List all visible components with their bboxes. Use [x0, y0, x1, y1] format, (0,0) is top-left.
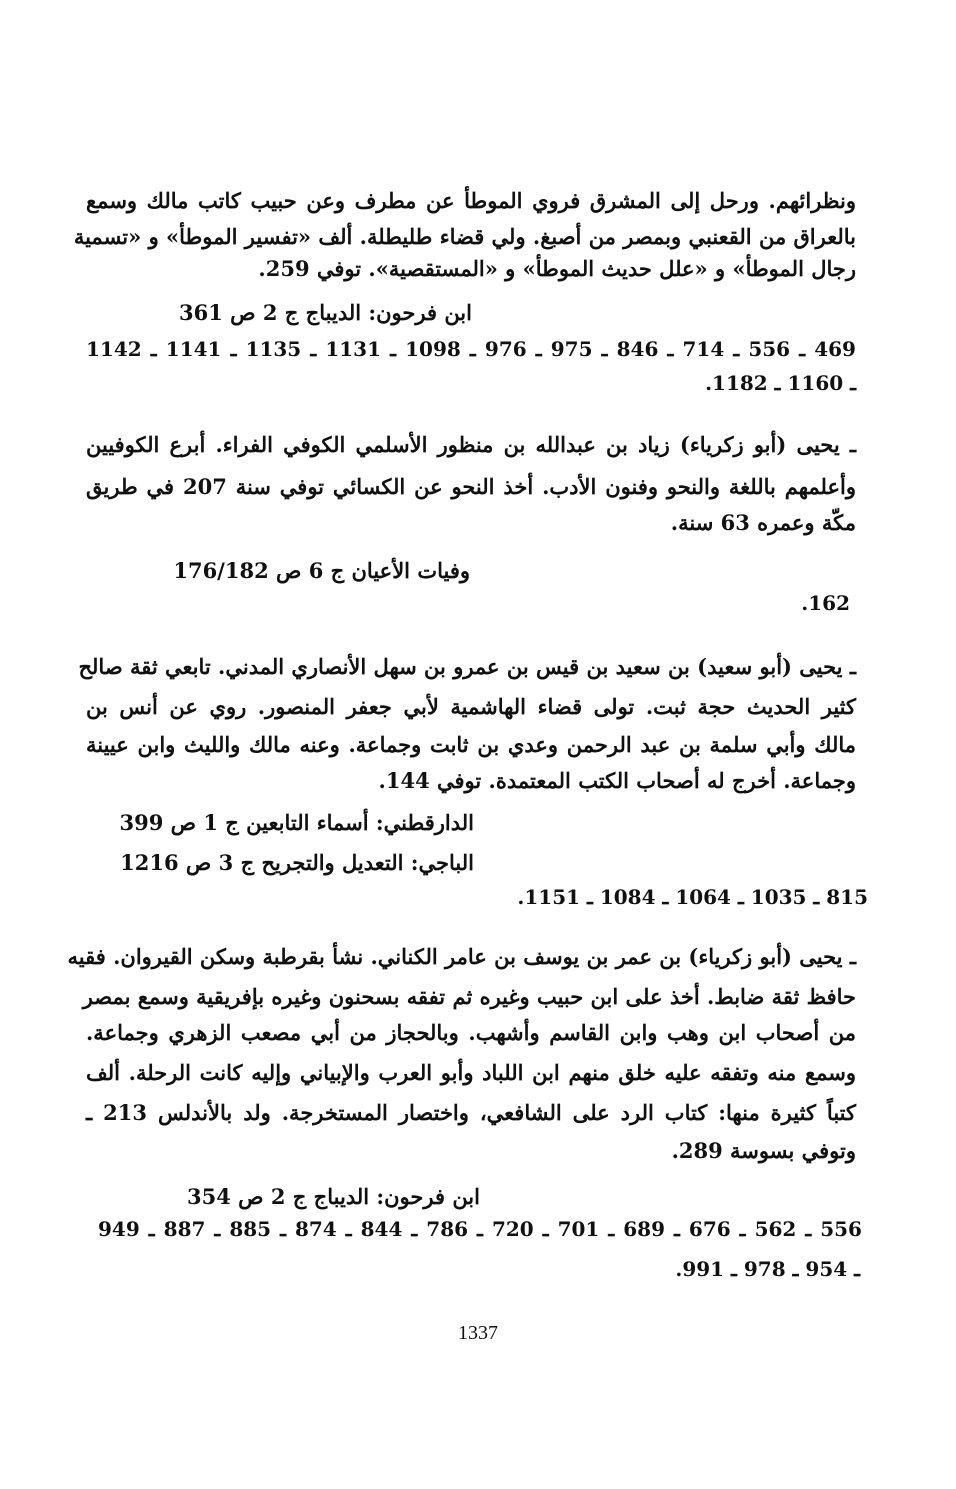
entry-line: حافظ ثقة ضابط. أخذ على ابن حبيب وغيره ثم تفقه بسحنون وغيره بإفريقية وسمع بمصر	[82, 984, 856, 1009]
entry-line: وسمع منه وتفقه عليه خلق منهم ابن اللباد وأبو العرب والإبياني وإليه كانت الرحلة. ألف	[86, 1060, 856, 1085]
entry-line: كثير الحديث حجة ثبت. تولى قضاء الهاشمية لأبي جعفر المنصور. روي عن أنس بن	[86, 694, 856, 719]
source-citation: الباجي: التعديل والتجريح ج 3 ص 1216	[120, 850, 474, 875]
entry-line: رجال الموطأ» و «علل حديث الموطأ» و «المستقصية». توفي 259.	[258, 256, 856, 281]
cross-references: 469 ـ 556 ـ 714 ـ 846 ـ 975 ـ 976 ـ 1098 ـ 1131 ـ 1135 ـ 1141 ـ 1142	[86, 337, 856, 361]
cross-references: 556 ـ 562 ـ 676 ـ 689 ـ 701 ـ 720 ـ 786 ـ 844 ـ 874 ـ 885 ـ 887 ـ 949	[98, 1217, 862, 1241]
entry-line: وجماعة. أخرج له أصحاب الكتب المعتمدة. توفي 144.	[378, 768, 856, 793]
entry-line: بالعراق من القعنبي وبمصر من أصبغ. ولي قضاء طليطلة. ألف «تفسير الموطأ» و «تسمية	[73, 224, 856, 249]
source-citation: ابن فرحون: الديباج ج 2 ص 361	[179, 300, 472, 325]
cross-references: 162.	[801, 591, 850, 615]
entry-line: وأعلمهم باللغة والنحو وفنون الأدب. أخذ النحو عن الكسائي توفي سنة 207 في طريق	[86, 474, 857, 499]
source-citation: وفيات الأعيان ج 6 ص 176/182	[173, 558, 470, 583]
entry-line: من أصحاب ابن وهب وابن القاسم وأشهب. وبالحجاز من أبي مصعب الزهري وجماعة.	[86, 1020, 856, 1045]
cross-references: 815 ـ 1035 ـ 1064 ـ 1084 ـ 1151.	[517, 885, 868, 909]
entry-line: ـ يحيى (أبو زكرياء) بن عمر بن يوسف بن عامر الكناني. نشأ بقرطبة وسكن القيروان. فقيه	[67, 944, 856, 969]
source-citation: الدارقطني: أسماء التابعين ج 1 ص 399	[119, 810, 474, 835]
entry-line: ونظرائهم. ورحل إلى المشرق فروي الموطأ عن مطرف وعن حبيب كاتب مالك وسمع	[86, 188, 856, 213]
entry-line: وتوفي بسوسة 289.	[671, 1138, 856, 1163]
source-citation: ابن فرحون: الديباج ج 2 ص 354	[187, 1184, 480, 1209]
cross-references: ـ 1160 ـ 1182.	[705, 371, 856, 395]
entry-line: مالك وأبي سلمة بن عبد الرحمن وعدي بن ثابت وجماعة. وعنه مالك والليث وابن عيينة	[86, 732, 856, 757]
cross-references: ـ 954 ـ 978 ـ 991.	[675, 1257, 860, 1281]
entry-line: كتباً كثيرة منها: كتاب الرد على الشافعي، واختصار المستخرجة. ولد بالأندلس 213 ـ	[86, 1100, 856, 1125]
entry-line: ـ يحيى (أبو سعيد) بن سعيد بن قيس بن عمرو بن سهل الأنصاري المدني. تابعي ثقة صالح	[78, 654, 856, 679]
page-number: 1337	[458, 1322, 498, 1344]
entry-line: ـ يحيى (أبو زكرياء) زياد بن عبدالله بن منظور الأسلمي الكوفي الفراء. أبرع الكوفيين	[86, 432, 856, 457]
entry-line: مكّة وعمره 63 سنة.	[670, 510, 856, 535]
